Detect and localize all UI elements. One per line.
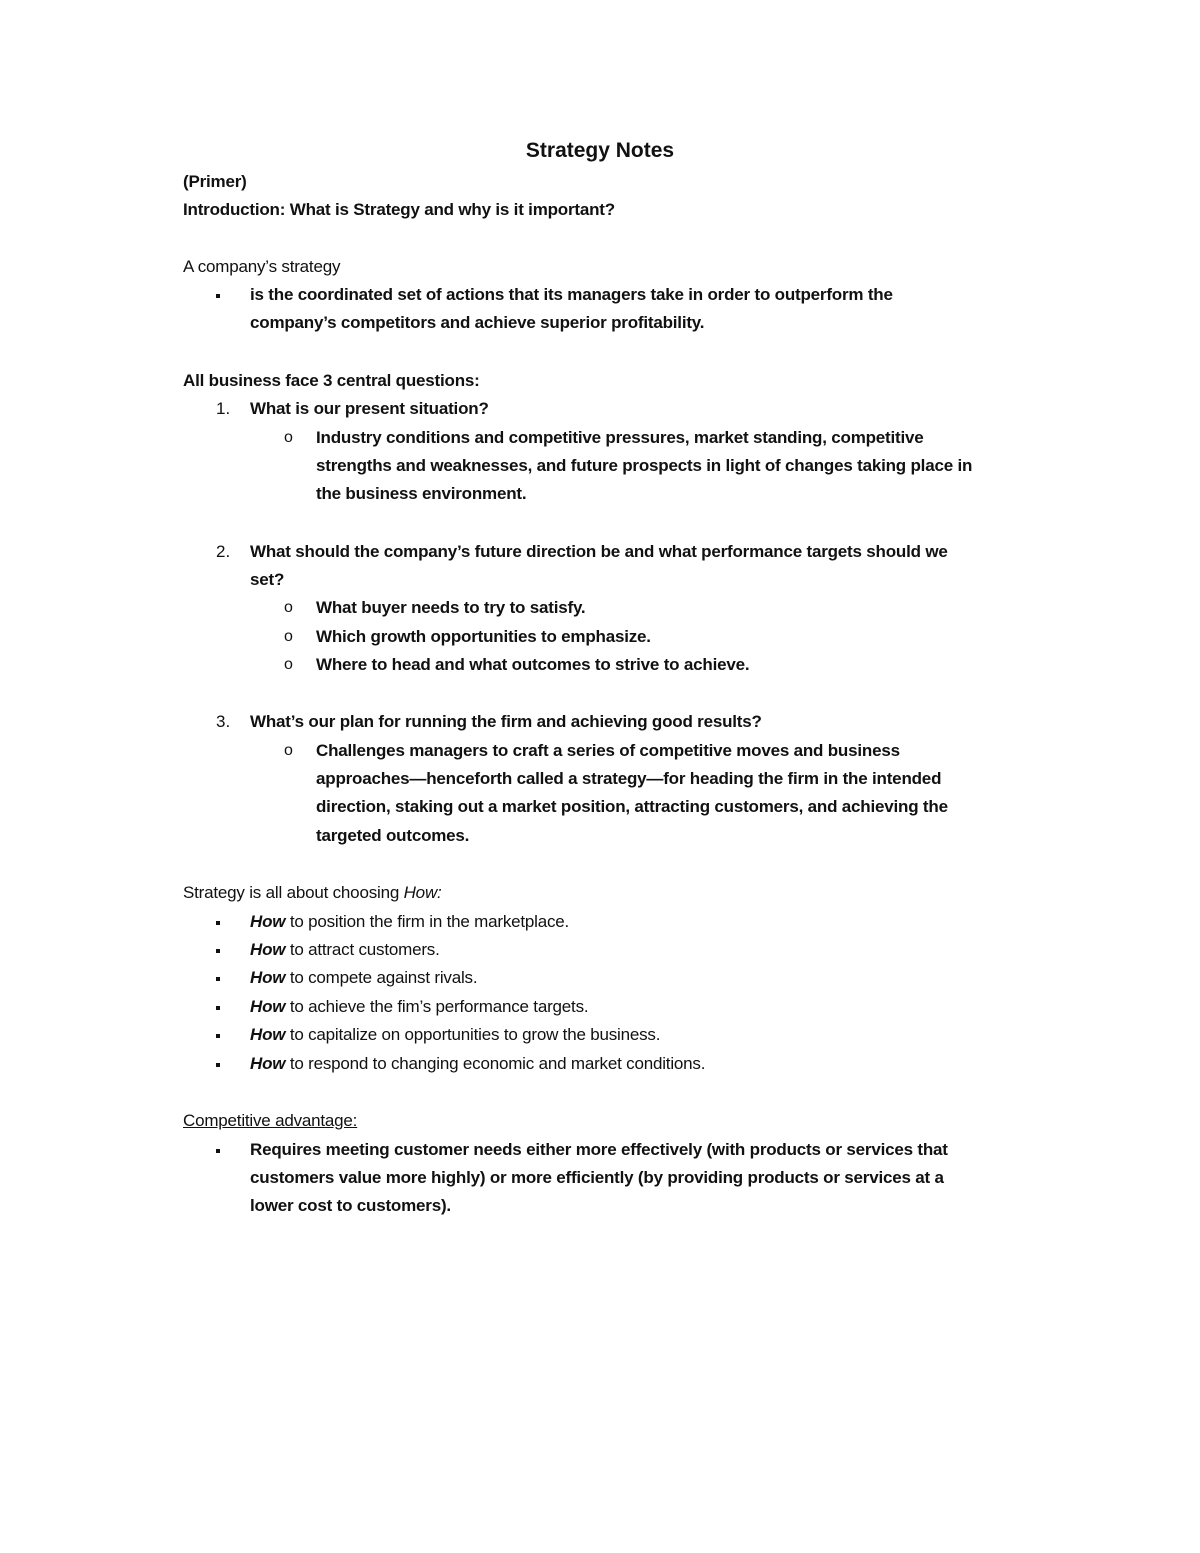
question-1-detail: Industry conditions and competitive pressures, market standing, competitive [316, 428, 924, 447]
question-3-detail: Challenges managers to craft a series of competitive moves and business [316, 741, 900, 760]
advantage-text: lower cost to customers). [250, 1196, 451, 1215]
how-item: How to capitalize on opportunities to grow the business. [250, 1025, 661, 1044]
questions-heading: All business face 3 central questions: [183, 371, 480, 390]
how-item: How to achieve the fim’s performance targets. [250, 997, 589, 1016]
strategy-def-heading: A company’s strategy [183, 257, 341, 276]
primer-label: (Primer) [183, 172, 247, 191]
circle-bullet-icon: o [284, 628, 293, 645]
bullet-icon [216, 921, 220, 925]
list-number: 1. [216, 399, 231, 418]
question-1: What is our present situation? [250, 399, 489, 418]
circle-bullet-icon: o [284, 429, 293, 446]
bullet-icon [216, 1063, 220, 1067]
list-number: 2. [216, 542, 231, 561]
question-1-detail: the business environment. [316, 484, 527, 503]
strategy-def-line: company’s competitors and achieve superior profitability. [250, 313, 705, 332]
circle-bullet-icon: o [284, 742, 293, 759]
circle-bullet-icon: o [284, 656, 293, 673]
advantage-text: customers value more highly) or more efficiently (by providing products or services at a [250, 1168, 944, 1187]
strategy-def-line: is the coordinated set of actions that its managers take in order to outperform the [250, 285, 893, 304]
list-number: 3. [216, 712, 231, 731]
bullet-icon [216, 1149, 220, 1153]
bullet-icon [216, 1006, 220, 1010]
question-3-detail: direction, staking out a market position, attracting customers, and achieving the [316, 797, 948, 816]
bullet-icon [216, 294, 220, 298]
how-heading: Strategy is all about choosing How: [183, 883, 442, 902]
bullet-icon [216, 949, 220, 953]
bullet-icon [216, 977, 220, 981]
advantage-text: Requires meeting customer needs either more effectively (with products or services that [250, 1140, 948, 1159]
intro-heading: Introduction: What is Strategy and why is it important? [183, 200, 615, 219]
circle-bullet-icon: o [284, 599, 293, 616]
bullet-icon [216, 1034, 220, 1038]
page-title: Strategy Notes [525, 139, 675, 162]
how-item: How to respond to changing economic and market conditions. [250, 1054, 706, 1073]
question-2: set? [250, 570, 285, 589]
question-3-detail: targeted outcomes. [316, 826, 470, 845]
question-3: What’s our plan for running the firm and achieving good results? [250, 712, 762, 731]
question-2-detail: What buyer needs to try to satisfy. [316, 598, 586, 617]
how-item: How to attract customers. [250, 940, 440, 959]
question-2: What should the company’s future direction be and what performance targets should we [250, 542, 948, 561]
how-item: How to compete against rivals. [250, 968, 478, 987]
question-2-detail: Where to head and what outcomes to strive to achieve. [316, 655, 750, 674]
how-item: How to position the firm in the marketplace. [250, 912, 570, 931]
advantage-heading: Competitive advantage: [183, 1111, 358, 1130]
question-1-detail: strengths and weaknesses, and future prospects in light of changes taking place in [316, 456, 973, 475]
question-3-detail: approaches—henceforth called a strategy—for heading the firm in the intended [316, 769, 942, 788]
question-2-detail: Which growth opportunities to emphasize. [316, 627, 651, 646]
